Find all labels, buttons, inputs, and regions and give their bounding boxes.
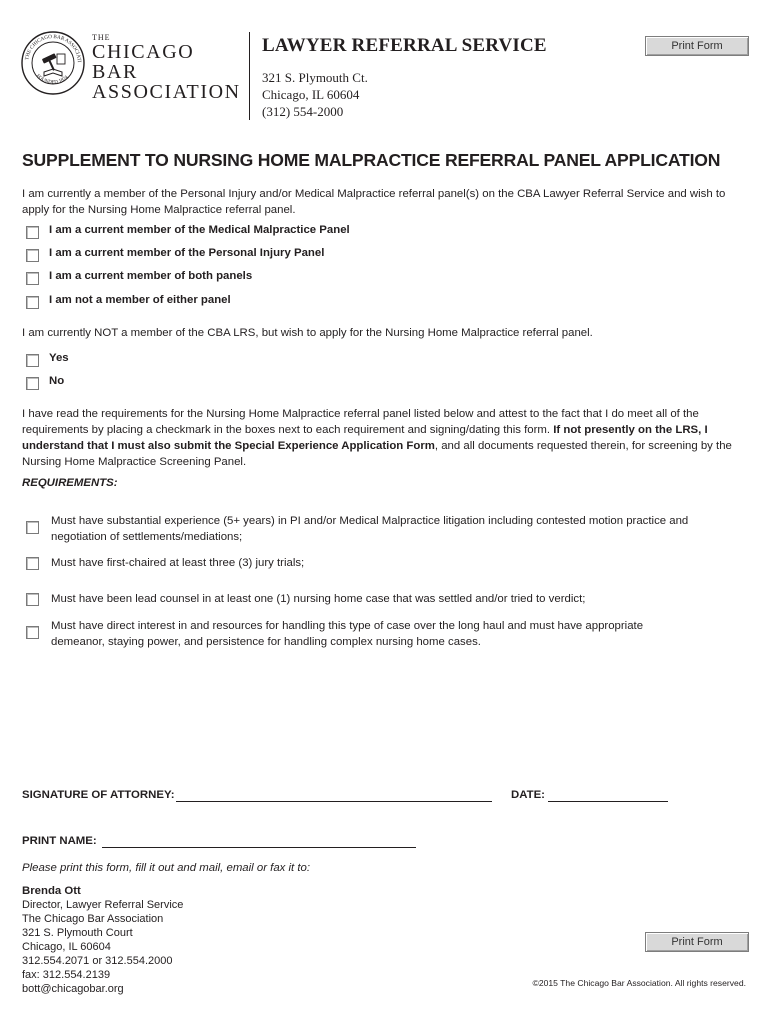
requirement-direct-interest: Must have direct interest in and resources for handling this type of case over the long haul and must have appropriate demeanor, staying power, and persistence for handling complex nursing home cases. xyxy=(51,620,644,648)
requirement-jury-trials: Must have first-chaired at least three (3) jury trials; xyxy=(51,557,305,569)
contact-organization: The Chicago Bar Association xyxy=(22,913,164,925)
option-no: No xyxy=(49,375,65,387)
checkbox-requirement-jury-trials[interactable] xyxy=(26,557,39,570)
form-title: SUPPLEMENT TO NURSING HOME MALPRACTICE REFERRAL PANEL APPLICATION xyxy=(22,150,721,170)
option-yes: Yes xyxy=(49,352,69,364)
contact-fax: fax: 312.554.2139 xyxy=(22,969,111,981)
svg-text:FOUNDED 1874: FOUNDED 1874 xyxy=(34,73,70,86)
print-name-label: PRINT NAME: xyxy=(22,835,97,847)
service-title: LAWYER REFERRAL SERVICE xyxy=(262,35,547,56)
contact-street: 321 S. Plymouth Court xyxy=(22,927,133,939)
mailing-instructions: Please print this form, fill it out and mail, email or fax it to: xyxy=(22,862,311,874)
copyright-notice: ©2015 The Chicago Bar Association. All rights reserved. xyxy=(532,978,746,988)
checkbox-no[interactable] xyxy=(26,377,39,390)
signature-field[interactable] xyxy=(176,789,492,802)
section2-intro: I am currently NOT a member of the CBA LRS, but wish to apply for the Nursing Home Malpractice referral panel. xyxy=(22,327,593,339)
section1-intro: I am currently a member of the Personal Injury and/or Medical Malpractice referral panel(s) on the CBA Lawyer Referral Service and wish to apply for the Nursing Home Malpractice referral panel. xyxy=(22,188,726,216)
attestation-text-end: , and all documents requested therein, for screening by the Nursing Home Malpractice Screening Panel. xyxy=(22,440,732,468)
checkbox-requirement-lead-counsel[interactable] xyxy=(26,593,39,606)
org-name-line2: BAR xyxy=(92,61,138,83)
checkbox-requirement-direct-interest[interactable] xyxy=(26,626,39,639)
org-name-line3: ASSOCIATION xyxy=(92,81,241,103)
contact-name: Brenda Ott xyxy=(22,885,81,897)
checkbox-both-panels[interactable] xyxy=(26,272,39,285)
option-personal-injury-panel: I am a current member of the Personal Injury Panel xyxy=(49,247,325,259)
checkbox-requirement-experience[interactable] xyxy=(26,521,39,534)
service-phone: (312) 554-2000 xyxy=(262,104,344,119)
requirement-experience: Must have substantial experience (5+ years) in PI and/or Medical Malpractice litigation including contested motion practice and negotiation of settlements/mediations; xyxy=(51,515,689,543)
checkbox-neither-panel[interactable] xyxy=(26,296,39,309)
checkbox-personal-injury-panel[interactable] xyxy=(26,249,39,262)
svg-text:THE CHICAGO BAR ASSOCIATION: THE CHICAGO BAR ASSOCIATI xyxy=(24,33,83,63)
print-form-button-top[interactable]: Print Form xyxy=(645,36,749,56)
contact-phone: 312.554.2071 or 312.554.2000 xyxy=(22,955,173,967)
attestation-text: I have read the requirements for the Nursing Home Malpractice referral panel listed below and attest to the fact that I do meet all of the requirements by placing a checkmark in the boxes next to each requirement and signing/dating this form. xyxy=(22,408,699,436)
requirements-heading: REQUIREMENTS: xyxy=(22,477,118,489)
attestation-paragraph xyxy=(22,406,752,470)
service-address-line1: 321 S. Plymouth Ct. xyxy=(262,70,368,85)
requirement-lead-counsel: Must have been lead counsel in at least one (1) nursing home case that was settled and/or tried to verdict; xyxy=(51,593,586,605)
option-both-panels: I am a current member of both panels xyxy=(49,270,253,282)
print-form-button-bottom[interactable]: Print Form xyxy=(645,932,749,952)
header-divider xyxy=(249,32,250,120)
contact-title: Director, Lawyer Referral Service xyxy=(22,899,184,911)
contact-email[interactable]: bott@chicagobar.org xyxy=(22,983,124,995)
service-address-line2: Chicago, IL 60604 xyxy=(262,87,360,102)
date-field[interactable] xyxy=(548,789,668,802)
org-name-line1: CHICAGO xyxy=(92,41,195,63)
option-neither-panel: I am not a member of either panel xyxy=(49,294,231,306)
checkbox-medical-malpractice-panel[interactable] xyxy=(26,226,39,239)
checkbox-yes[interactable] xyxy=(26,354,39,367)
option-medical-malpractice-panel: I am a current member of the Medical Malpractice Panel xyxy=(49,224,350,236)
print-name-field[interactable] xyxy=(102,835,416,848)
cba-seal-logo xyxy=(20,30,86,96)
date-label: DATE: xyxy=(511,789,545,801)
org-the: THE xyxy=(92,33,111,42)
contact-city: Chicago, IL 60604 xyxy=(22,941,111,953)
signature-label: SIGNATURE OF ATTORNEY: xyxy=(22,789,175,801)
attestation-bold-text: If not presently on the LRS, I understand that I must also submit the Special Experience Application Form xyxy=(22,424,708,452)
contact-block xyxy=(22,884,183,996)
